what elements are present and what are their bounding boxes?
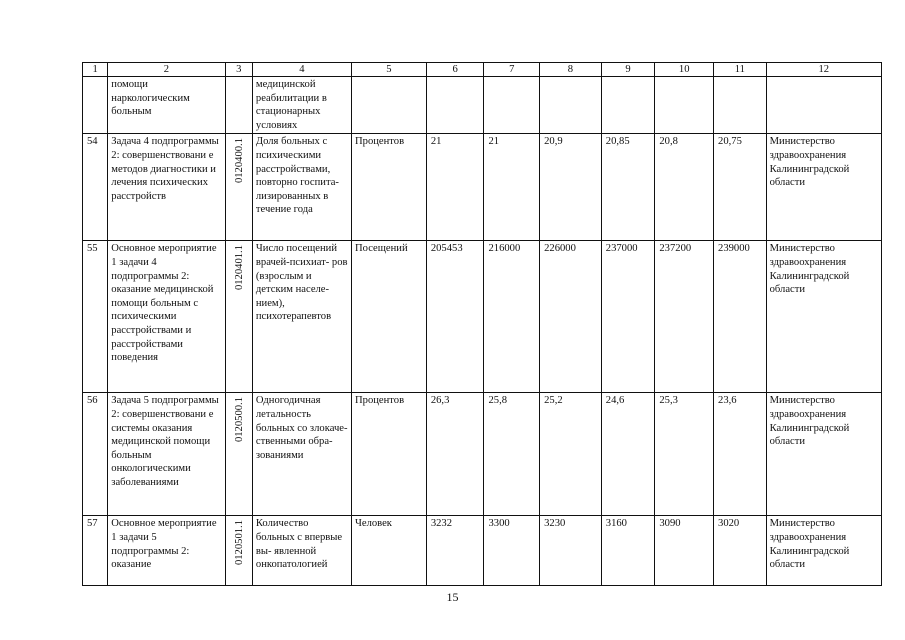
value-cell [714,77,767,134]
table-row [83,393,882,516]
code-cell [225,241,252,393]
code-cell [225,393,252,516]
value-cell: 3232 [426,516,484,586]
responsible-cell: Министерство здравоохранения Калининградской области [766,393,881,516]
task-cell: Основное мероприятие 1 задачи 4 подпрограммы 2: оказание медицинской помощи больным с психическими расстройствами и расстройствами поведения [108,241,225,393]
unit-cell: Процентов [352,134,427,241]
row-number: 54 [83,134,108,241]
value-cell: 23,6 [714,393,767,516]
col-header: 9 [601,63,655,77]
row-number: 57 [83,516,108,586]
value-cell: 226000 [540,241,602,393]
value-cell: 25,3 [655,393,714,516]
code-cell [225,516,252,586]
unit-cell: Человек [352,516,427,586]
value-cell: 25,2 [540,393,602,516]
unit-cell [352,77,427,134]
value-cell: 3160 [601,516,655,586]
value-cell: 237000 [601,241,655,393]
page-number: 15 [446,590,459,604]
value-cell: 20,75 [714,134,767,241]
value-cell: 239000 [714,241,767,393]
value-cell: 3020 [714,516,767,586]
code-cell [225,77,252,134]
code-text: 0120501.1 [233,520,245,566]
value-cell: 21 [426,134,484,241]
indicator-cell: Количество больных с впервые вы- явленной онкопатологией [252,516,351,586]
unit-cell: Посещений [352,241,427,393]
value-cell [655,77,714,134]
responsible-cell: Министерство здравоохранения Калининградской области [766,516,881,586]
indicators-table [82,62,882,586]
col-header: 2 [108,63,225,77]
row-number: 55 [83,241,108,393]
value-cell: 216000 [484,241,540,393]
table-row [83,516,882,586]
col-header: 4 [252,63,351,77]
task-cell: Задача 4 подпрограммы 2: совершенствовани е методов диагностики и лечения психических расстройств [108,134,225,241]
responsible-cell [766,77,881,134]
row-number: 56 [83,393,108,516]
header-row [83,63,882,77]
indicator-cell: Число посещений врачей-психиат- ров (взрослым и детским населе- нием), психотерапевтов [252,241,351,393]
col-header: 7 [484,63,540,77]
value-cell: 21 [484,134,540,241]
task-cell: Основное мероприятие 1 задачи 5 подпрограммы 2: оказание [108,516,225,586]
col-header: 5 [352,63,427,77]
col-header: 10 [655,63,714,77]
value-cell: 20,9 [540,134,602,241]
value-cell [484,77,540,134]
responsible-cell: Министерство здравоохранения Калининградской области [766,134,881,241]
value-cell: 20,8 [655,134,714,241]
col-header: 12 [766,63,881,77]
indicator-cell: Одногодичная летальность больных со злокаче- ственными обра- зованиями [252,393,351,516]
code-text: 0120400.1 [233,138,245,184]
col-header: 8 [540,63,602,77]
table-row [83,241,882,393]
indicator-cell: Доля больных с психическими расстройствами, повторно госпита- лизированных в течение года [252,134,351,241]
value-cell: 3230 [540,516,602,586]
row-number [83,77,108,134]
value-cell: 26,3 [426,393,484,516]
value-cell: 20,85 [601,134,655,241]
code-text: 0120500.1 [233,397,245,443]
value-cell [540,77,602,134]
task-cell: Задача 5 подпрограммы 2: совершенствовани е системы оказания медицинской помощи больным онкологическими заболеваниями [108,393,225,516]
code-cell [225,134,252,241]
value-cell: 3090 [655,516,714,586]
value-cell: 25,8 [484,393,540,516]
table-row [83,77,882,134]
code-text: 0120401.1 [233,245,245,291]
col-header: 1 [83,63,108,77]
responsible-cell: Министерство здравоохранения Калининградской области [766,241,881,393]
value-cell: 205453 [426,241,484,393]
value-cell: 237200 [655,241,714,393]
indicator-cell: медицинской реабилитации в стационарных условиях [252,77,351,134]
col-header: 6 [426,63,484,77]
value-cell [601,77,655,134]
unit-cell: Процентов [352,393,427,516]
col-header: 11 [714,63,767,77]
task-cell: помощи наркологическим больным [108,77,225,134]
table-row [83,134,882,241]
value-cell: 3300 [484,516,540,586]
col-header: 3 [225,63,252,77]
value-cell [426,77,484,134]
value-cell: 24,6 [601,393,655,516]
